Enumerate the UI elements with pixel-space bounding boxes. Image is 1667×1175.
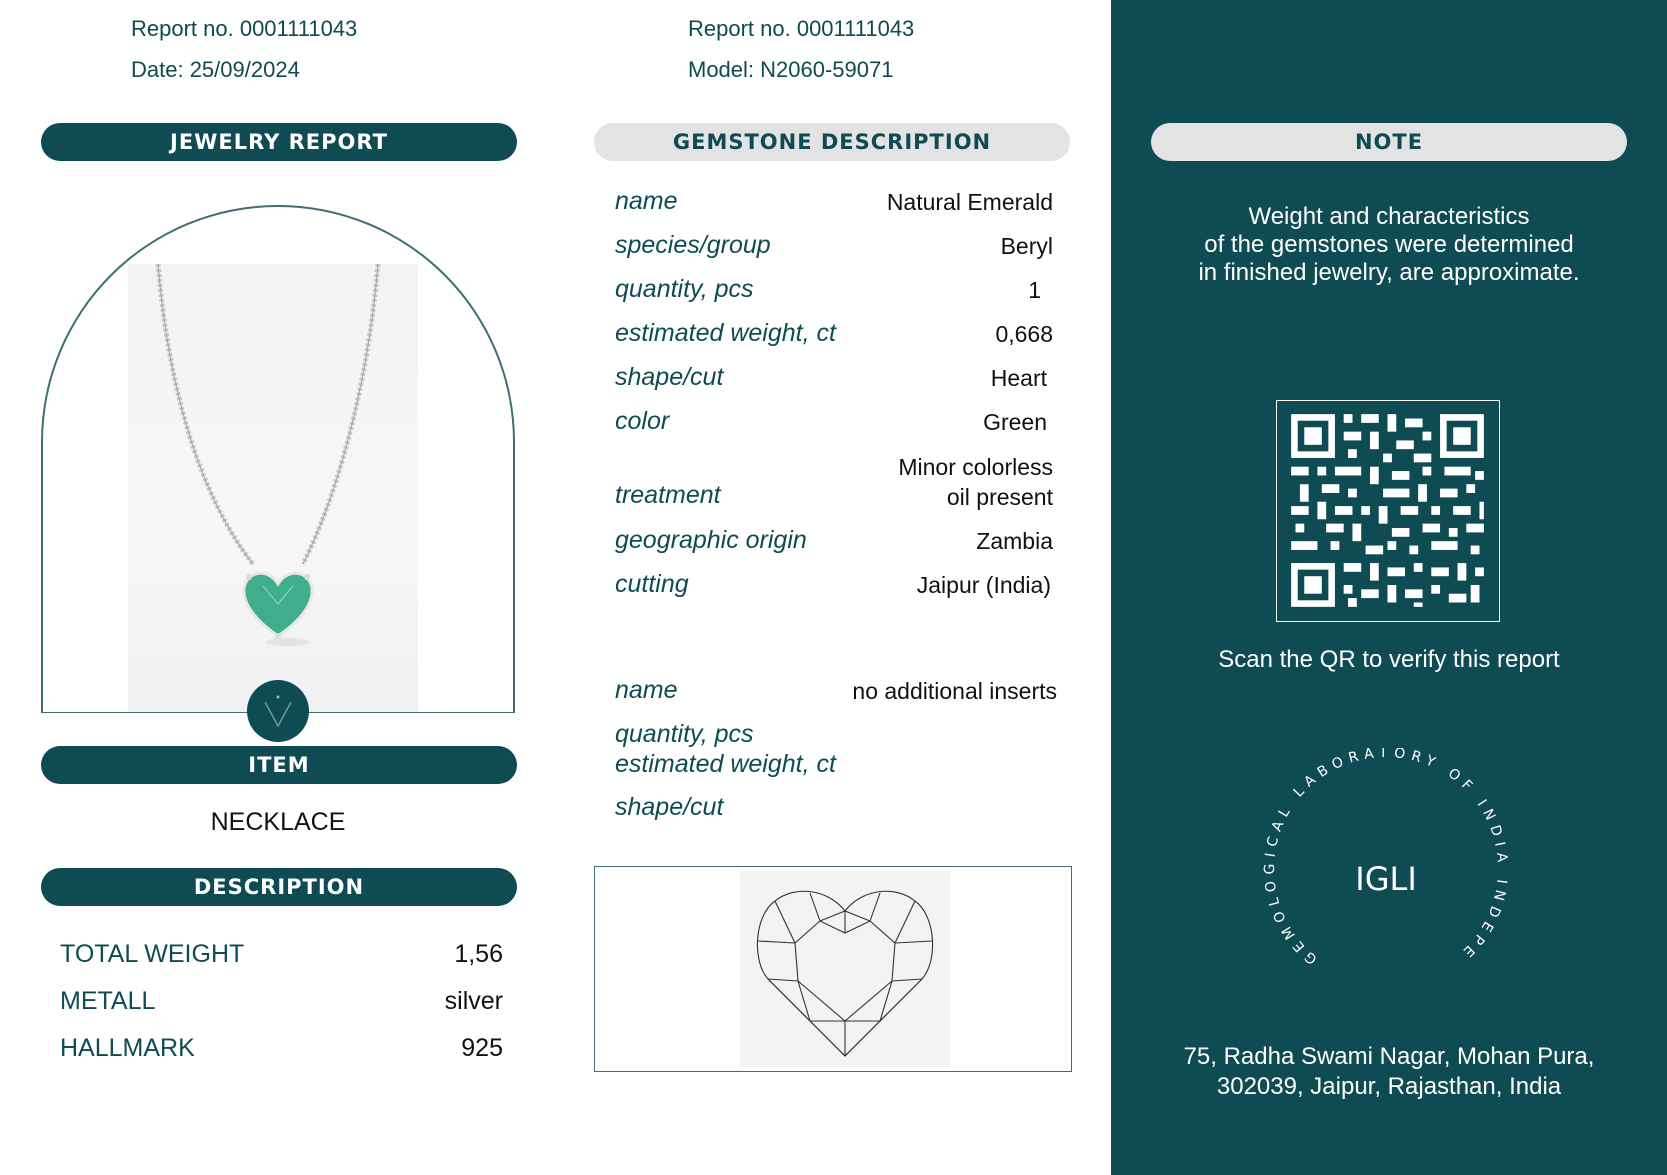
note-line: of the gemstones were determined bbox=[1204, 231, 1574, 258]
jewelry-report-heading: JEWELRY REPORT bbox=[41, 123, 517, 161]
gem-label: treatment bbox=[615, 481, 721, 509]
report-number-middle: Report no. 0001111043 bbox=[688, 16, 915, 41]
gem-value: 0,668 bbox=[995, 321, 1053, 347]
laboratory-seal bbox=[1236, 748, 1536, 1008]
gem-value: Green bbox=[983, 409, 1047, 435]
gem-value: Jaipur (India) bbox=[916, 572, 1051, 598]
svg-text:GEMOLOGICAL LABORATORY OF INDI bbox=[1236, 748, 1510, 967]
gem-value: Heart bbox=[990, 365, 1047, 391]
model-number: Model: N2060-59071 bbox=[688, 57, 894, 82]
gemstone-description-heading: GEMSTONE DESCRIPTION bbox=[594, 123, 1070, 161]
scan-instruction: Scan the QR to verify this report bbox=[1218, 646, 1560, 673]
note-line: Weight and characteristics bbox=[1248, 203, 1530, 230]
gem-label: quantity, pcs bbox=[615, 720, 754, 748]
gem-label: quantity, pcs bbox=[615, 275, 754, 303]
item-value: NECKLACE bbox=[210, 808, 346, 836]
description-heading: DESCRIPTION bbox=[41, 868, 517, 906]
note-line: in finished jewelry, are approximate. bbox=[1198, 259, 1580, 286]
report-number-left: Report no. 0001111043 bbox=[131, 16, 358, 41]
necklace-photo bbox=[128, 264, 418, 712]
v-monogram-icon bbox=[247, 680, 309, 742]
address-line: 302039, Jaipur, Rajasthan, India bbox=[1216, 1073, 1562, 1100]
gem-label: color bbox=[615, 407, 670, 435]
address-line: 75, Radha Swami Nagar, Mohan Pura, bbox=[1183, 1043, 1595, 1070]
gem-value: Minor colorless bbox=[898, 454, 1053, 480]
qr-code-icon bbox=[1277, 401, 1498, 620]
description-label: METALL bbox=[60, 987, 156, 1015]
note-text bbox=[1111, 203, 1667, 287]
note-heading: NOTE bbox=[1151, 123, 1627, 161]
gem-value: Beryl bbox=[1000, 233, 1053, 259]
lab-address bbox=[1111, 1042, 1667, 1102]
gem-label: shape/cut bbox=[615, 363, 724, 391]
gem-label: species/group bbox=[615, 231, 771, 259]
description-value: 1,56 bbox=[454, 940, 503, 968]
gem-label: name bbox=[615, 187, 678, 215]
cut-diagram bbox=[740, 871, 950, 1067]
heart-cut-diagram-icon bbox=[740, 871, 950, 1067]
necklace-illustration bbox=[128, 264, 418, 712]
gem-label: cutting bbox=[615, 570, 689, 598]
brand-badge bbox=[247, 680, 309, 742]
gem-label: estimated weight, ct bbox=[615, 319, 836, 347]
gem-value: no additional inserts bbox=[852, 678, 1057, 704]
gem-label: shape/cut bbox=[615, 793, 724, 821]
description-label: TOTAL WEIGHT bbox=[60, 940, 245, 968]
seal-center-text: IGLI bbox=[1355, 860, 1417, 898]
gem-row bbox=[615, 452, 1053, 512]
cut-diagram-frame bbox=[594, 866, 1072, 1072]
description-value: silver bbox=[444, 987, 503, 1015]
gem-value: Zambia bbox=[976, 528, 1053, 554]
description-label: HALLMARK bbox=[60, 1034, 195, 1062]
qr-code[interactable] bbox=[1276, 400, 1500, 622]
item-heading: ITEM bbox=[41, 746, 517, 784]
report-date: Date: 25/09/2024 bbox=[131, 57, 300, 82]
gem-label: name bbox=[615, 676, 678, 704]
gem-value: Natural Emerald bbox=[886, 189, 1053, 215]
gem-label: estimated weight, ct bbox=[615, 750, 836, 778]
seal-ring-text: GEMOLOGICAL LABORATORY OF INDIA INDEPE bbox=[1261, 748, 1511, 968]
description-value: 925 bbox=[461, 1034, 503, 1062]
gem-value: 1 bbox=[1028, 277, 1041, 303]
gem-label: geographic origin bbox=[615, 526, 807, 554]
gem-value: oil present bbox=[946, 484, 1053, 510]
